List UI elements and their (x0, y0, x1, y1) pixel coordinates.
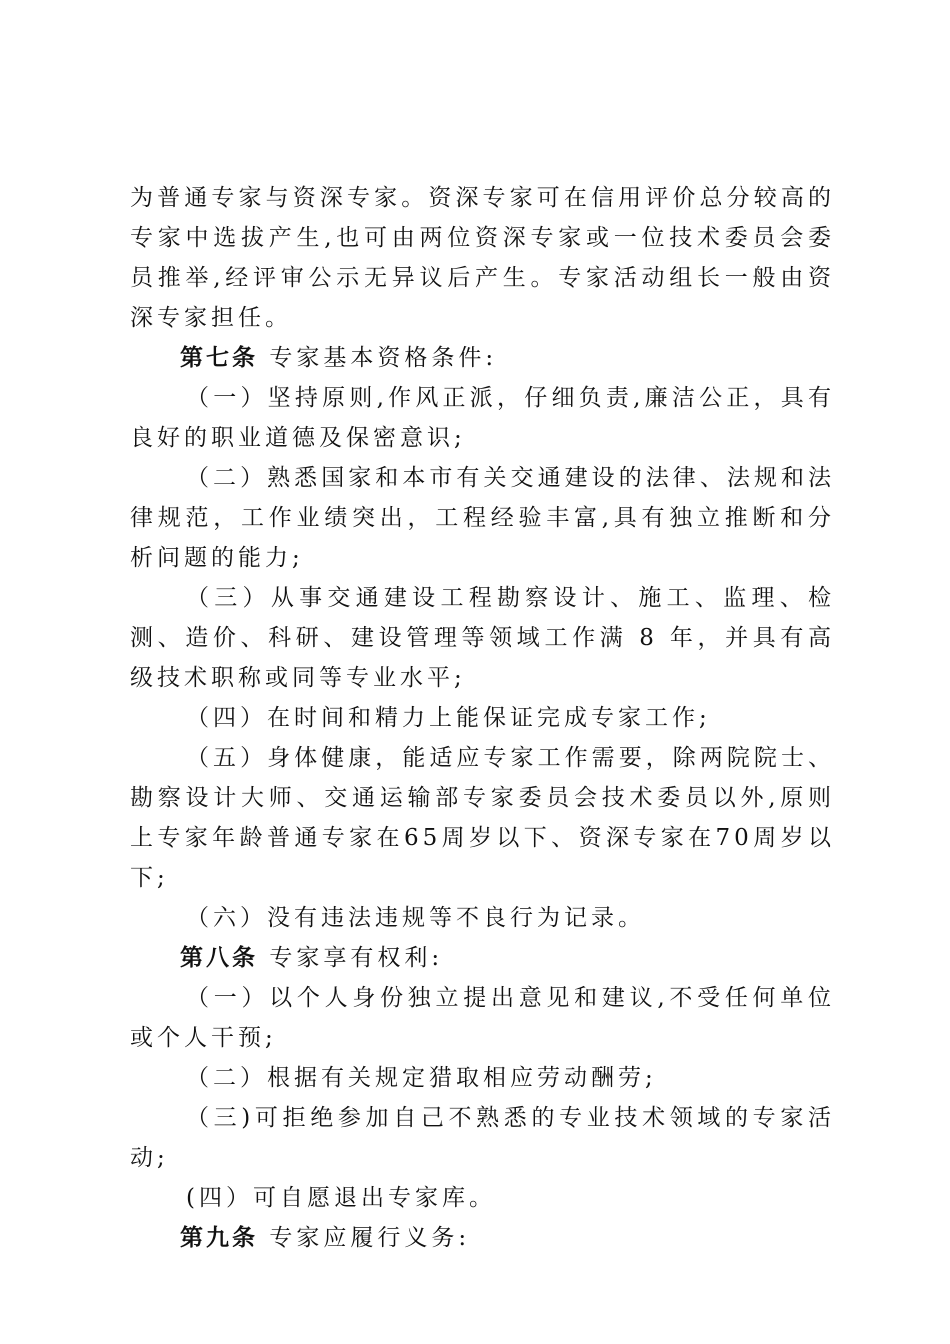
article-7-title: 专家基本资格条件: (269, 345, 498, 371)
article-9-number: 第九条 (180, 1224, 258, 1251)
article-7-item-2: （二）熟悉国家和本市有关交通建设的法律、法规和法律规范，工作业绩突出，工程经验丰富,具有独立推断和分析问题的能力; (130, 465, 835, 571)
article-7-item-1: （一）坚持原则,作风正派，仔细负责,廉洁公正，具有良好的职业道德及保密意识; (130, 385, 835, 451)
document-body (130, 178, 835, 1258)
article-7-heading (130, 338, 835, 378)
article-8-title: 专家享有权利: (269, 945, 444, 971)
article-9-heading (130, 1218, 835, 1258)
article-8-item-1: （一）以个人身份独立提出意见和建议,不受任何单位或个人干预; (130, 985, 835, 1051)
article-8-number: 第八条 (180, 944, 258, 971)
article-8-item-4: (四）可自愿退出专家库。 (186, 1185, 496, 1211)
article-7-number: 第七条 (180, 344, 258, 371)
article-8-heading (130, 938, 835, 978)
article-7-item-6: （六）没有违法违规等不良行为记录。 (186, 905, 645, 931)
article-8-item-2: （二）根据有关规定猎取相应劳动酬劳; (186, 1065, 657, 1091)
article-7-item-4: （四）在时间和精力上能保证完成专家工作; (186, 705, 711, 731)
article-8-item-3: （三)可拒绝参加自己不熟悉的专业技术领域的专家活动; (130, 1105, 835, 1171)
article-9-title: 专家应履行义务: (269, 1225, 471, 1251)
article-7-item-5: （五）身体健康，能适应专家工作需要，除两院院士、勘察设计大师、交通运输部专家委员会技术委员以外,原则上专家年龄普通专家在65周岁以下、资深专家在70周岁以下; (130, 745, 835, 891)
paragraph-intro: 为普通专家与资深专家。资深专家可在信用评价总分较高的专家中选拔产生,也可由两位资深专家或一位技术委员会委员推举,经评审公示无异议后产生。专家活动组长一般由资深专家担任。 (130, 185, 835, 331)
article-7-item-3: （三）从事交通建设工程勘察设计、施工、监理、检测、造价、科研、建设管理等领域工作满 8 年，并具有高级技术职称或同等专业水平; (130, 585, 835, 691)
